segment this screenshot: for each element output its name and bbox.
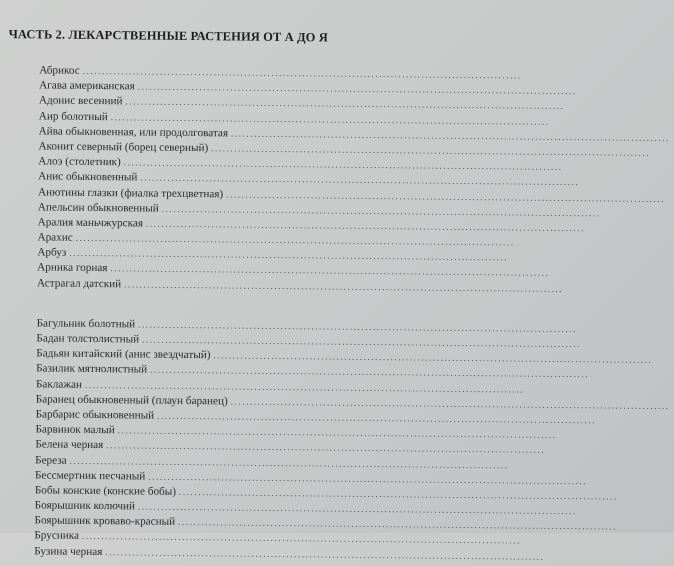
- entry-name: Анис обыкновенный: [38, 170, 138, 184]
- entry-name: Баранец обыкновенный (плаун баранец): [35, 393, 228, 408]
- dot-leader: ..................................................................................................................: [105, 546, 545, 562]
- entry-name: Аир болотный: [38, 109, 108, 123]
- dot-leader: ..................................................................................................................: [150, 364, 590, 380]
- dot-leader: ..................................................................................................................: [124, 278, 564, 294]
- entry-name: Бессмертник песчаный: [34, 469, 146, 483]
- entry-name: Аконит северный (борец северный): [38, 140, 209, 155]
- entry-name: Арника горная: [37, 261, 108, 275]
- dot-leader: ..................................................................................................................: [110, 111, 550, 127]
- entry-name: Агава американская: [39, 79, 135, 93]
- contents-group-a: [36, 63, 670, 295]
- entry-name: Алоэ (столетник): [38, 155, 121, 169]
- dot-leader: ..................................................................................................................: [230, 128, 670, 143]
- entry-name: Абрикос: [39, 64, 80, 77]
- entry-name: Барвинок малый: [35, 423, 115, 437]
- dot-leader: ..................................................................................................................: [230, 396, 670, 411]
- dot-leader: ..................................................................................................................: [81, 531, 521, 546]
- entry-name: Арбуз: [37, 246, 67, 259]
- entry-name: Бузина черная: [34, 545, 103, 558]
- entry-name: Базилик мятнолистный: [36, 362, 148, 376]
- entry-name: Анютины глазки (фиалка трехцветная): [37, 185, 224, 200]
- entry-name: Барбарис обыкновенный: [35, 408, 155, 422]
- dot-leader: ..................................................................................................................: [157, 410, 597, 426]
- entry-name: Белена черная: [35, 438, 104, 452]
- entry-name: Брусника: [34, 529, 80, 543]
- dot-leader: ..................................................................................................................: [110, 263, 550, 279]
- dot-leader: ..................................................................................................................: [145, 218, 585, 234]
- entry-name: Бадан толстолистный: [36, 332, 140, 346]
- dot-leader: ..................................................................................................................: [69, 455, 509, 470]
- contents-entry: [34, 544, 545, 563]
- dot-leader: ..................................................................................................................: [137, 81, 577, 97]
- dot-leader: ..................................................................................................................: [138, 319, 578, 334]
- entry-name: Боярышник кроваво-красный: [34, 514, 176, 529]
- dot-leader: ..................................................................................................................: [148, 471, 588, 486]
- dot-leader: ..................................................................................................................: [82, 65, 522, 81]
- entry-name: Адонис весенний: [38, 94, 123, 108]
- dot-leader: ..................................................................................................................: [137, 501, 577, 517]
- dot-leader: ..................................................................................................................: [117, 425, 557, 440]
- dot-leader: ..................................................................................................................: [106, 440, 546, 456]
- entry-name: Боярышник колючий: [34, 499, 136, 513]
- dot-leader: ..................................................................................................................: [226, 188, 666, 204]
- entry-name: Астрагал датский: [36, 277, 122, 290]
- entry-name: Апельсин обыкновенный: [37, 201, 159, 215]
- dot-leader: ..................................................................................................................: [161, 203, 601, 218]
- entry-name: Бобы конские (конские бобы): [34, 484, 177, 498]
- dot-leader: ..................................................................................................................: [178, 517, 618, 532]
- dot-leader: ..................................................................................................................: [123, 157, 563, 173]
- entry-name: Аралия маньчжурская: [37, 216, 144, 230]
- dot-leader: ..................................................................................................................: [69, 247, 509, 263]
- entry-name: Бадьян китайский (анис звездчатый): [36, 347, 211, 362]
- dot-leader: ..................................................................................................................: [140, 172, 580, 188]
- entry-name: Арахис: [37, 231, 73, 244]
- entry-name: Баклажан: [35, 377, 83, 391]
- entry-name: Береза: [35, 453, 67, 467]
- page-heading: ЧАСТЬ 2. ЛЕКАРСТВЕННЫЕ РАСТЕНИЯ ОТ А ДО Я: [8, 27, 328, 45]
- dot-leader: ..................................................................................................................: [178, 486, 618, 502]
- dot-leader: ..................................................................................................................: [84, 379, 524, 395]
- dot-leader: ..................................................................................................................: [211, 143, 651, 158]
- contents-list: [34, 63, 670, 563]
- dot-leader: ..................................................................................................................: [142, 334, 582, 350]
- contents-group-b: [34, 316, 670, 563]
- entry-name: Айва обыкновенная, или продолговатая: [38, 125, 229, 140]
- dot-leader: ..................................................................................................................: [75, 232, 515, 248]
- entry-name: Багульник болотный: [36, 317, 136, 331]
- dot-leader: ..................................................................................................................: [125, 96, 565, 112]
- dot-leader: ..................................................................................................................: [213, 350, 653, 366]
